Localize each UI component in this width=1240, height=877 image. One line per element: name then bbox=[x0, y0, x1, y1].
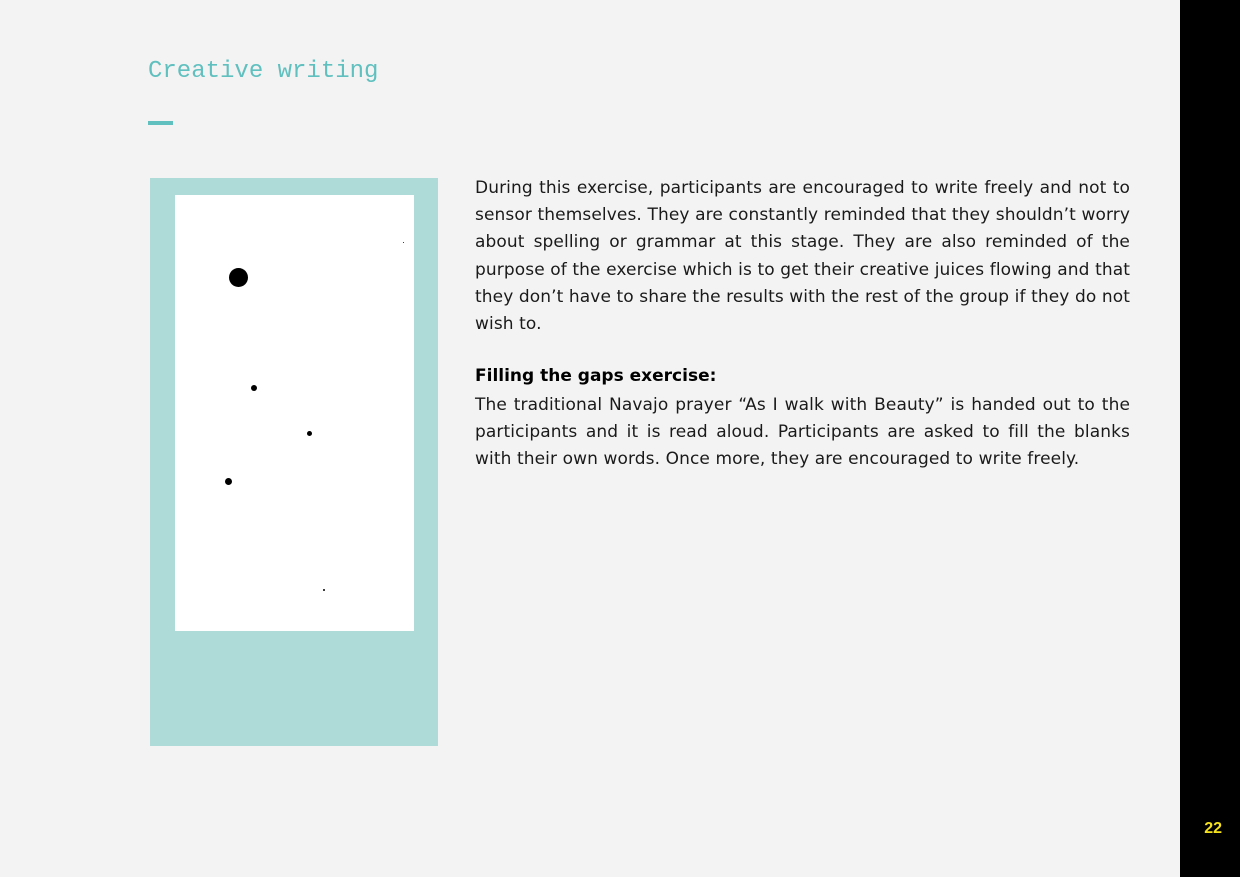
sidebar-band bbox=[1180, 0, 1240, 877]
ink-dot bbox=[251, 385, 257, 391]
ink-speck bbox=[403, 242, 404, 243]
body-paragraph-2: The traditional Navajo prayer “As I walk with Beauty” is handed out to the participants and it is read aloud. Participants are asked to fill the blanks with their own words. Once more, they are encouraged to write freely. bbox=[475, 395, 1130, 470]
ink-speck bbox=[323, 589, 325, 591]
ink-dot-large bbox=[229, 268, 248, 287]
title-underline bbox=[148, 121, 173, 125]
ink-dot bbox=[225, 478, 232, 485]
page-title: Creative writing bbox=[148, 58, 379, 85]
artwork-image bbox=[175, 195, 414, 631]
paragraph-text: During this exercise, participants are encouraged to write freely and not to sensor themselves. They are constantly reminded that they shouldn’t worry about spelling or grammar at this stage. They are also reminded of the purpose of the exercise which is to get their creative juices flowing and that they don’t have to share the results with the rest of the group if they do not wish to. bbox=[475, 178, 1130, 335]
page-number: 22 bbox=[1204, 820, 1222, 837]
section-subheading: Filling the gaps exercise: bbox=[475, 366, 717, 386]
ink-dot bbox=[307, 431, 312, 436]
body-paragraph-1 bbox=[475, 175, 1130, 338]
